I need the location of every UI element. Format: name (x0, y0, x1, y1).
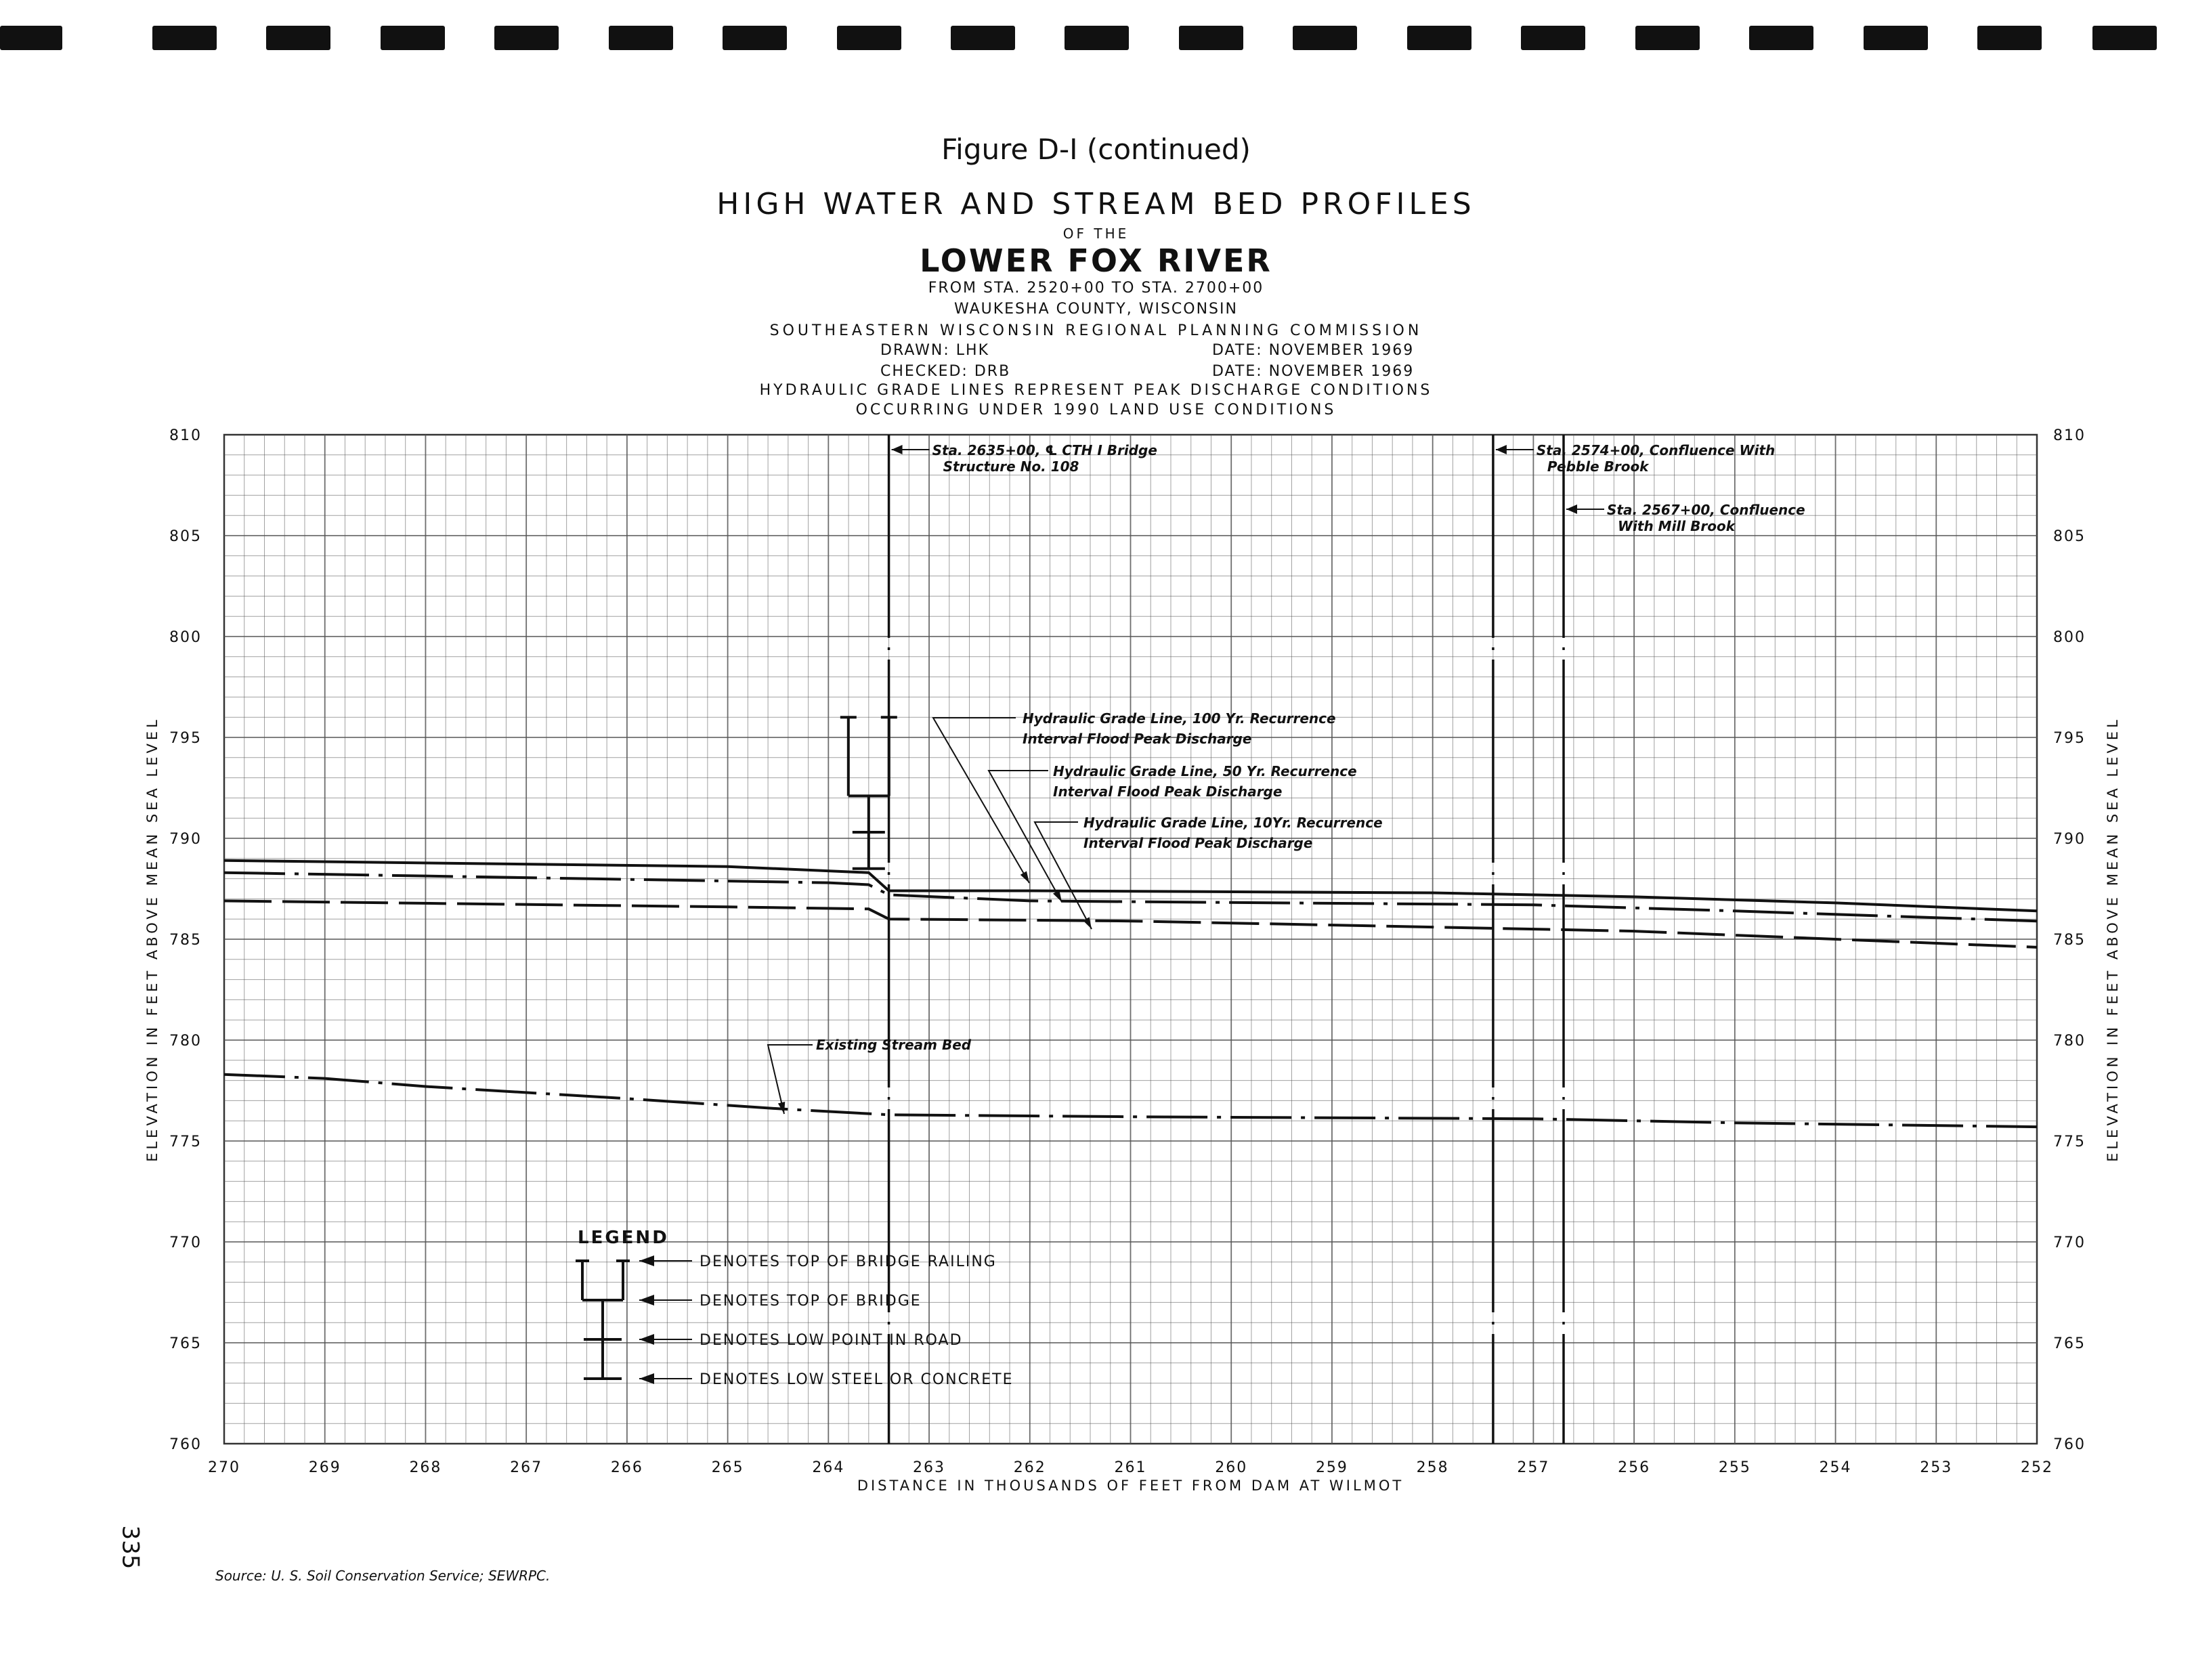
legend-title: LEGEND (578, 1228, 669, 1248)
y-tick-label-left: 775 (169, 1134, 202, 1150)
y-tick-label-right: 800 (2053, 629, 2086, 646)
y-tick-label-right: 795 (2053, 730, 2086, 747)
station-arrowhead (1496, 445, 1507, 454)
x-axis-label: DISTANCE IN THOUSANDS OF FEET FROM DAM AT WILMOT (857, 1478, 1404, 1494)
y-tick-label-left: 770 (169, 1234, 202, 1251)
chart-title: HIGH WATER AND STREAM BED PROFILES (716, 187, 1476, 221)
x-tick-label: 259 (1315, 1459, 1348, 1476)
station-label: Sta. 2567+00, Confluence (1607, 502, 1805, 518)
x-tick-label: 262 (1013, 1459, 1046, 1476)
annotation-hgl100-sub: Interval Flood Peak Discharge (1023, 731, 1252, 747)
checked-by: CHECKED: DRB (880, 363, 1011, 380)
station-label-sub: Pebble Brook (1547, 458, 1649, 475)
x-tick-label: 267 (510, 1459, 543, 1476)
legend-arrowhead (639, 1255, 654, 1266)
x-tick-label: 261 (1114, 1459, 1147, 1476)
y-tick-label-right: 760 (2053, 1436, 2086, 1453)
x-tick-label: 265 (711, 1459, 744, 1476)
drawn-date: DATE: NOVEMBER 1969 (1212, 342, 1415, 359)
y-tick-label-right: 790 (2053, 831, 2086, 848)
y-axis-label-left: ELEVATION IN FEET ABOVE MEAN SEA LEVEL (144, 716, 160, 1162)
leader-hgl50 (989, 771, 1062, 902)
legend (576, 1228, 1014, 1388)
y-tick-label-right: 810 (2053, 427, 2086, 444)
page-number: 335 (116, 1525, 144, 1570)
x-tick-label: 252 (2021, 1459, 2053, 1476)
y-tick-label-left: 805 (169, 528, 202, 545)
commission-line: SOUTHEASTERN WISCONSIN REGIONAL PLANNING COMMISSION (769, 322, 1423, 339)
x-tick-label: 253 (1920, 1459, 1953, 1476)
legend-item-label: DENOTES LOW POINT IN ROAD (700, 1332, 963, 1349)
annotation-hgl100: Hydraulic Grade Line, 100 Yr. Recurrence (1023, 710, 1336, 727)
y-tick-label-right: 785 (2053, 932, 2086, 949)
y-tick-label-left: 780 (169, 1033, 202, 1050)
y-tick-label-right: 765 (2053, 1335, 2086, 1352)
legend-item-label: DENOTES TOP OF BRIDGE (700, 1293, 922, 1310)
source-note: Source: U. S. Soil Conservation Service; SEWRPC. (215, 1568, 551, 1584)
x-tick-label: 268 (409, 1459, 442, 1476)
river-name: LOWER FOX RIVER (920, 242, 1272, 279)
leader-hgl100-arrowhead (1020, 871, 1029, 883)
title-of-the: OF THE (1062, 225, 1130, 242)
annotation-hgl50-sub: Interval Flood Peak Discharge (1053, 783, 1283, 800)
x-tick-label: 270 (208, 1459, 240, 1476)
legend-arrowhead (639, 1373, 654, 1384)
y-tick-label-left: 785 (169, 932, 202, 949)
x-tick-label: 260 (1215, 1459, 1248, 1476)
station-label-sub: With Mill Brook (1618, 518, 1736, 534)
x-tick-label: 257 (1517, 1459, 1550, 1476)
x-tick-label: 269 (308, 1459, 341, 1476)
y-tick-label-left: 760 (169, 1436, 202, 1453)
y-tick-label-right: 805 (2053, 528, 2086, 545)
hydraulic-note-2: OCCURRING UNDER 1990 LAND USE CONDITIONS (855, 402, 1337, 418)
checked-date: DATE: NOVEMBER 1969 (1212, 363, 1415, 380)
legend-item-label: DENOTES LOW STEEL OR CONCRETE (700, 1371, 1014, 1388)
y-tick-label-left: 795 (169, 730, 202, 747)
y-tick-label-left: 765 (169, 1335, 202, 1352)
station-range: FROM STA. 2520+00 TO STA. 2700+00 (928, 280, 1264, 297)
y-tick-label-left: 790 (169, 831, 202, 848)
hydraulic-note-1: HYDRAULIC GRADE LINES REPRESENT PEAK DISCHARGE CONDITIONS (759, 382, 1433, 399)
station-arrowhead (1566, 504, 1577, 514)
station-arrowhead (892, 445, 903, 454)
figure-number: Figure D-I (continued) (941, 133, 1251, 166)
annotations (768, 710, 1383, 1114)
drawn-by: DRAWN: LHK (880, 342, 990, 359)
tick-labels (144, 427, 2121, 1494)
annotation-hgl10-sub: Interval Flood Peak Discharge (1083, 835, 1313, 851)
x-tick-label: 254 (1819, 1459, 1852, 1476)
y-axis-label-right: ELEVATION IN FEET ABOVE MEAN SEA LEVEL (2105, 716, 2121, 1162)
station-label-sub: Structure No. 108 (943, 458, 1079, 475)
leader-streambed (768, 1045, 813, 1114)
county-line: WAUKESHA COUNTY, WISCONSIN (954, 301, 1238, 318)
annotation-hgl10: Hydraulic Grade Line, 10Yr. Recurrence (1083, 815, 1383, 831)
y-tick-label-right: 770 (2053, 1234, 2086, 1251)
x-tick-label: 263 (913, 1459, 946, 1476)
station-label: Sta. 2574+00, Confluence With (1536, 442, 1776, 458)
chart-grid (224, 435, 2037, 1444)
annotation-hgl50: Hydraulic Grade Line, 50 Yr. Recurrence (1053, 763, 1357, 779)
station-label: Sta. 2635+00, ℄ CTH I Bridge (932, 442, 1157, 458)
x-tick-label: 255 (1718, 1459, 1751, 1476)
x-tick-label: 256 (1618, 1459, 1651, 1476)
x-tick-label: 264 (812, 1459, 845, 1476)
legend-arrowhead (639, 1295, 654, 1306)
annotation-streambed: Existing Stream Bed (816, 1037, 972, 1053)
legend-item-label: DENOTES TOP OF BRIDGE RAILING (700, 1253, 997, 1270)
y-tick-label-left: 810 (169, 427, 202, 444)
y-tick-label-left: 800 (169, 629, 202, 646)
x-tick-label: 266 (610, 1459, 643, 1476)
y-tick-label-right: 775 (2053, 1134, 2086, 1150)
y-tick-label-right: 780 (2053, 1033, 2086, 1050)
x-tick-label: 258 (1416, 1459, 1449, 1476)
